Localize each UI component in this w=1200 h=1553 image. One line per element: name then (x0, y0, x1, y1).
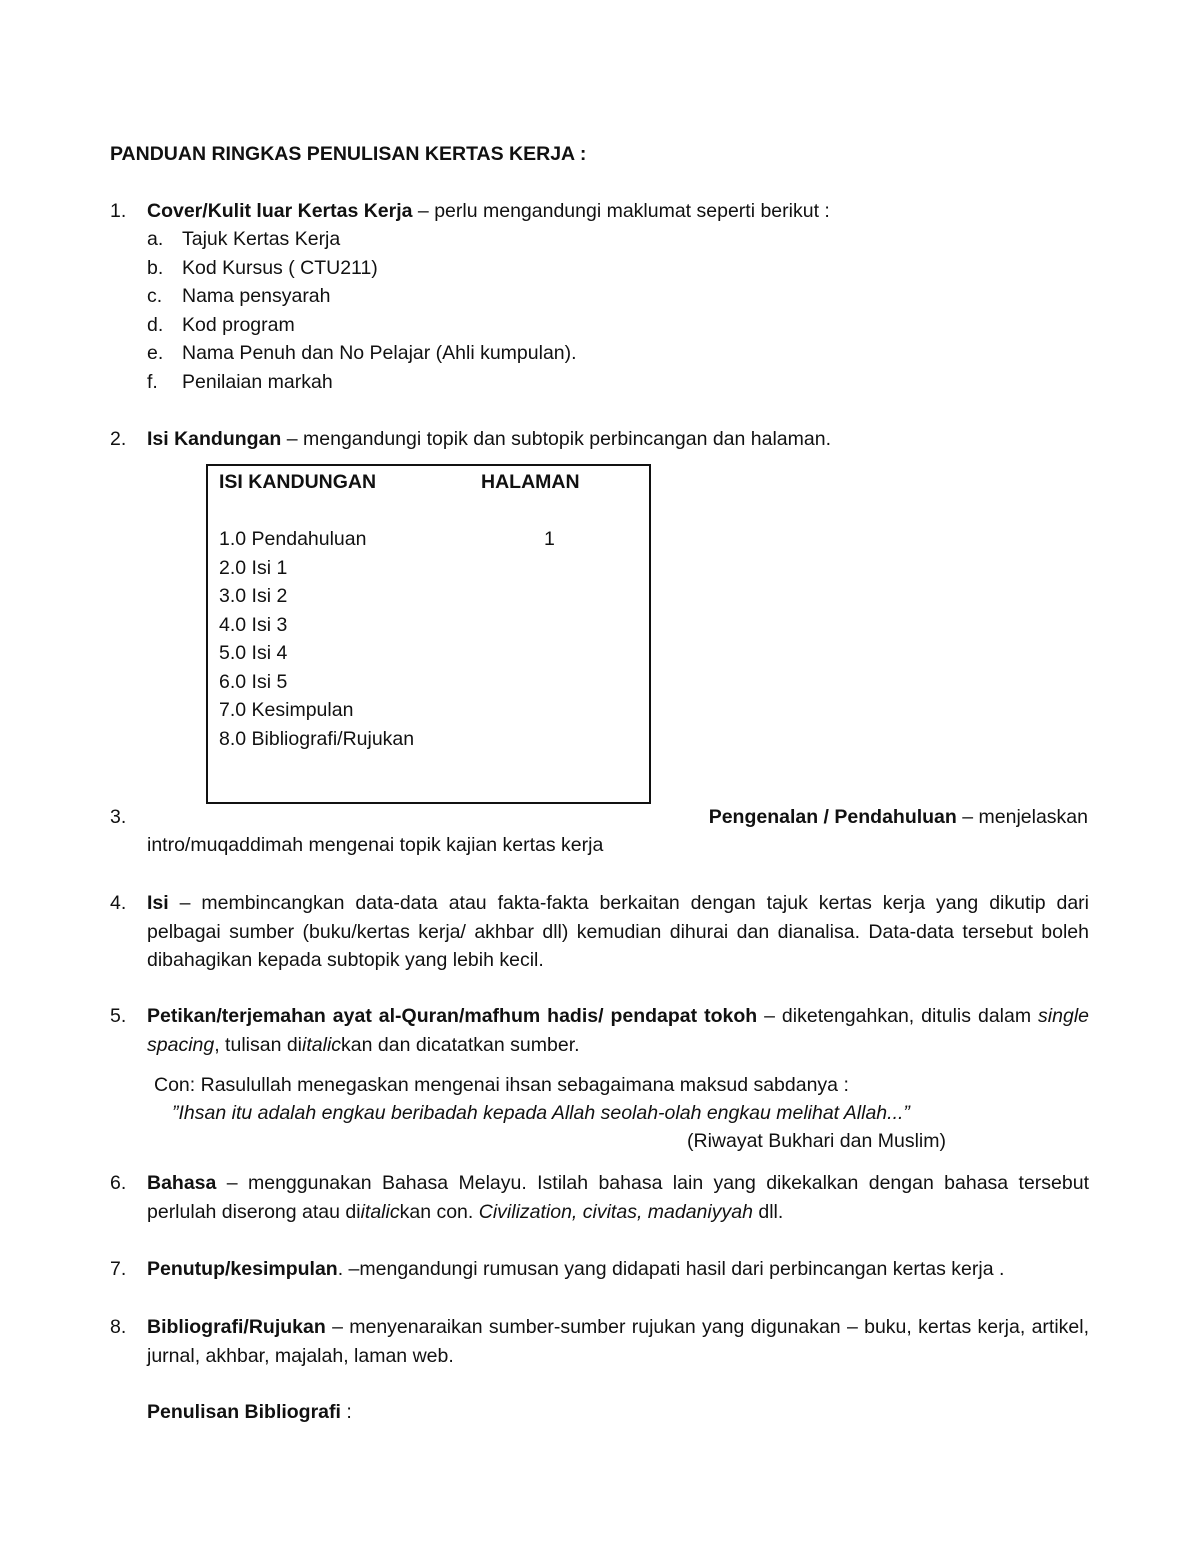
item-8-number: 8. (110, 1316, 127, 1338)
item-1-description: – perlu mengandungi maklumat seperti berikut : (412, 200, 830, 222)
item-3-description: – menjelaskan (956, 806, 1088, 828)
list-item: f. Penilaian markah (147, 370, 333, 393)
item-2-heading: Isi Kandungan (147, 428, 282, 450)
item-3-line-2: intro/muqaddimah mengenai topik kajian kertas kerja (147, 834, 604, 856)
item-7-number: 7. (110, 1258, 127, 1280)
item-4-description: – membincangkan data-data atau fakta-fakta berkaitan dengan tajuk kertas kerja yang dikutip dari pelbagai sumber (buku/kertas kerja/ akhbar dll) kemudian dihurai dan dianalisa. Data-data tersebut boleh dibahagikan kepada subtopik yang lebih kecil. (147, 892, 1089, 971)
item-2-number: 2. (110, 428, 127, 450)
toc-page-number: 1 (544, 528, 555, 550)
list-item: e. Nama Penuh dan No Pelajar (Ahli kumpulan). (147, 342, 577, 364)
item-6-heading: Bahasa (147, 1172, 217, 1194)
item-1-number: 1. (110, 200, 127, 222)
list-item: a. Tajuk Kertas Kerja (147, 228, 341, 250)
item-4-text (147, 889, 1089, 975)
item-1-heading: Cover/Kulit luar Kertas Kerja (147, 200, 413, 222)
item-5-heading: Petikan/terjemahan ayat al-Quran/mafhum hadis/ pendapat tokoh (147, 1005, 758, 1027)
list-item: b. Kod Kursus ( CTU211) (147, 256, 378, 279)
toc-row: 5.0 Isi 4 (219, 642, 288, 664)
item-8-description: – menyenaraikan sumber-sumber rujukan yang digunakan – buku, kertas kerja, artikel, jurnal, akhbar, majalah, laman web. (147, 1316, 1089, 1367)
item-1-text (147, 197, 1089, 226)
item-5-text: Petikan/terjemahan ayat al-Quran/mafhum hadis/ pendapat tokoh – diketengahkan, ditulis dalam single spacing, tulisan diitalickan dan dicatatkan sumber. (147, 1005, 1089, 1056)
toc-header-right: HALAMAN (481, 471, 580, 493)
item-1-sublist (147, 225, 747, 396)
toc-row: 8.0 Bibliografi/Rujukan (219, 727, 415, 750)
item-4-number: 4. (110, 892, 127, 914)
item-8-text (147, 1313, 1089, 1370)
item-2-text (147, 425, 1089, 454)
item-7-text (147, 1255, 1089, 1284)
toc-box (206, 464, 651, 804)
bibliography-heading: Penulisan Bibliografi : (147, 1401, 352, 1423)
item-6-text: Bahasa – menggunakan Bahasa Melayu. Istilah bahasa lain yang dikekalkan dengan bahasa tersebut perlulah diserong atau diitalickan con. Civilization, civitas, madaniyyah dll. (147, 1172, 1089, 1223)
item-7-description: . –mengandungi rumusan yang didapati hasil dari perbincangan kertas kerja . (337, 1258, 1005, 1280)
toc-row: 4.0 Isi 3 (219, 613, 288, 636)
item-5-number: 5. (110, 1005, 127, 1027)
example-intro: Con: Rasulullah menegaskan mengenai ihsan sebagaimana maksud sabdanya : (154, 1074, 849, 1096)
toc-row: 1.0 Pendahuluan (219, 528, 367, 550)
toc-row: 3.0 Isi 2 (219, 585, 288, 607)
toc-row: 2.0 Isi 1 (219, 556, 288, 579)
list-item: d. Kod program (147, 313, 295, 336)
item-6-number: 6. (110, 1172, 127, 1194)
item-3-number: 3. (110, 806, 127, 828)
hadith-source: (Riwayat Bukhari dan Muslim) (687, 1130, 946, 1152)
hadith-quote: ”Ihsan itu adalah engkau beribadah kepada Allah seolah-olah engkau melihat Allah...” (172, 1102, 910, 1124)
item-8-heading: Bibliografi/Rujukan (147, 1316, 326, 1338)
page-title: PANDUAN RINGKAS PENULISAN KERTAS KERJA : (110, 143, 587, 165)
item-3-heading: Pengenalan / Pendahuluan (708, 806, 957, 828)
list-item: c. Nama pensyarah (147, 285, 331, 307)
item-4-heading: Isi (147, 892, 169, 914)
toc-row: 6.0 Isi 5 (219, 670, 288, 693)
toc-row: 7.0 Kesimpulan (219, 699, 354, 721)
item-2-description: – mengandungi topik dan subtopik perbincangan dan halaman. (281, 428, 831, 450)
item-3-text (709, 803, 1088, 832)
toc-header-left: ISI KANDUNGAN (219, 471, 377, 493)
item-7-heading: Penutup/kesimpulan (147, 1258, 338, 1280)
